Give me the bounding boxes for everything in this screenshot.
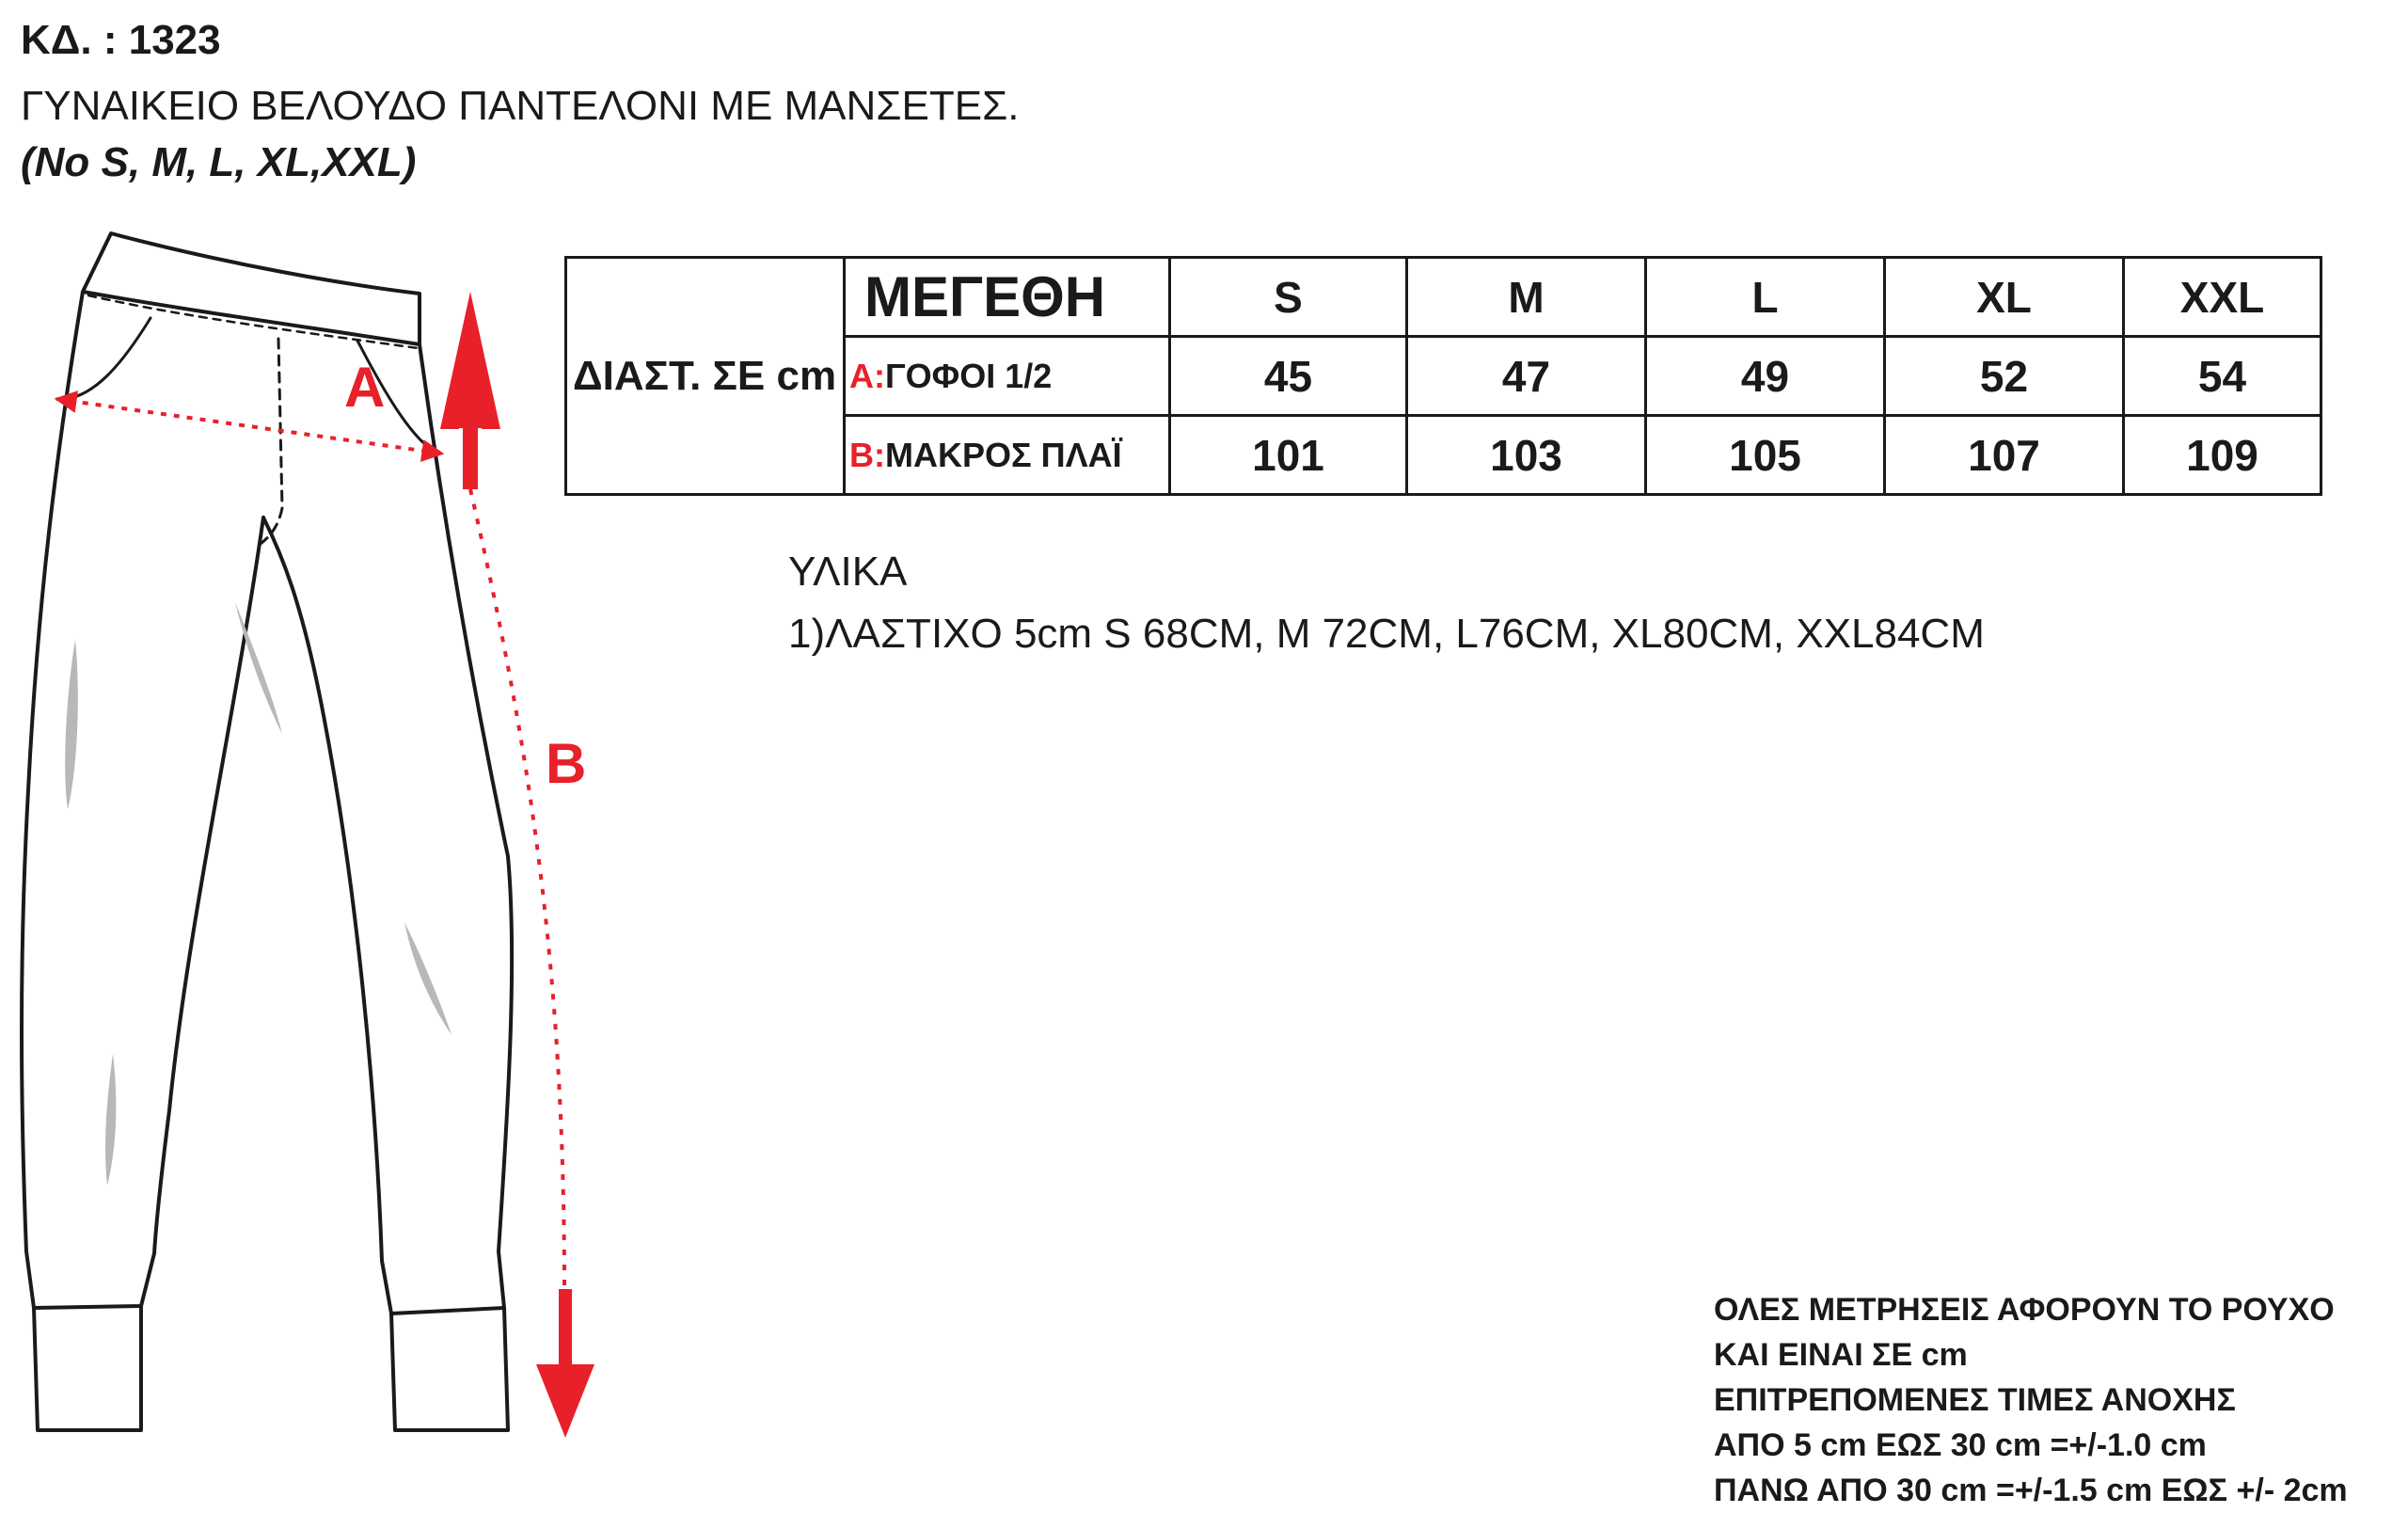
materials-title: ΥΛΙΚΑ bbox=[788, 549, 908, 595]
sizes-header: ΜΕΓΕΘΗ bbox=[845, 258, 1170, 337]
measure-key: B: bbox=[849, 435, 885, 474]
measure-key: A: bbox=[849, 356, 885, 395]
size-table bbox=[564, 256, 2322, 496]
value-cell: 107 bbox=[1885, 416, 2124, 495]
materials-section bbox=[788, 541, 1985, 665]
measure-b-arrow-down bbox=[536, 1364, 594, 1438]
value-cell: 103 bbox=[1407, 416, 1646, 495]
size-header-s: S bbox=[1170, 258, 1407, 337]
value-cell: 54 bbox=[2124, 337, 2321, 416]
value-cell: 49 bbox=[1646, 337, 1885, 416]
note-line: ΠΑΝΩ ΑΠΟ 30 cm =+/-1.5 cm ΕΩΣ +/- 2cm bbox=[1714, 1473, 2348, 1508]
product-code: ΚΔ. : 1323 bbox=[21, 17, 221, 63]
note-line: ΟΛΕΣ ΜΕΤΡΗΣΕΙΣ ΑΦΟΡΟΥΝ ΤΟ ΡΟΥΧΟ bbox=[1714, 1292, 2335, 1328]
measure-a-label: A bbox=[344, 356, 386, 419]
measure-label-b bbox=[845, 416, 1170, 495]
value-cell: 109 bbox=[2124, 416, 2321, 495]
tolerance-notes bbox=[1714, 1287, 2348, 1513]
note-line: ΚΑΙ ΕΙΝΑΙ ΣΕ cm bbox=[1714, 1337, 1968, 1373]
value-cell: 45 bbox=[1170, 337, 1407, 416]
pants-technical-drawing bbox=[0, 207, 621, 1505]
measure-b-line bbox=[470, 489, 564, 1289]
size-header-xxl: XXL bbox=[2124, 258, 2321, 337]
value-cell: 47 bbox=[1407, 337, 1646, 416]
fold-shading bbox=[65, 602, 452, 1186]
value-cell: 105 bbox=[1646, 416, 1885, 495]
dimension-unit-label: ΔΙΑΣΤ. ΣΕ cm bbox=[566, 258, 845, 495]
size-header-m: M bbox=[1407, 258, 1646, 337]
product-title: ΓΥΝΑΙΚΕΙΟ ΒΕΛΟΥΔΟ ΠΑΝΤΕΛΟΝΙ ΜΕ ΜΑΝΣΕΤΕΣ. bbox=[21, 83, 1020, 129]
measure-name: ΓΟΦΟΙ 1/2 bbox=[885, 356, 1053, 395]
note-line: ΑΠΟ 5 cm ΕΩΣ 30 cm =+/-1.0 cm bbox=[1714, 1427, 2207, 1463]
note-line: ΕΠΙΤΡΕΠΟΜΕΝΕΣ ΤΙΜΕΣ ΑΝΟΧΗΣ bbox=[1714, 1382, 2236, 1418]
measure-b-label: B bbox=[546, 732, 587, 795]
materials-line: 1)ΛΑΣΤΙΧΟ 5cm S 68CM, M 72CM, L76CM, XL80CM, XXL84CM bbox=[788, 611, 1985, 657]
value-cell: 52 bbox=[1885, 337, 2124, 416]
measure-name: ΜΑΚΡΟΣ ΠΛΑΪ bbox=[885, 435, 1122, 474]
available-sizes: (No S, M, L, XL,XXL) bbox=[21, 139, 417, 185]
measure-b-arrow-up-shaft bbox=[463, 423, 478, 489]
size-header-l: L bbox=[1646, 258, 1885, 337]
value-cell: 101 bbox=[1170, 416, 1407, 495]
size-header-xl: XL bbox=[1885, 258, 2124, 337]
pants-outline bbox=[22, 233, 512, 1430]
measure-b-arrow-down-shaft bbox=[559, 1289, 572, 1374]
measure-b-arrow-up bbox=[440, 292, 500, 429]
measure-label-a bbox=[845, 337, 1170, 416]
